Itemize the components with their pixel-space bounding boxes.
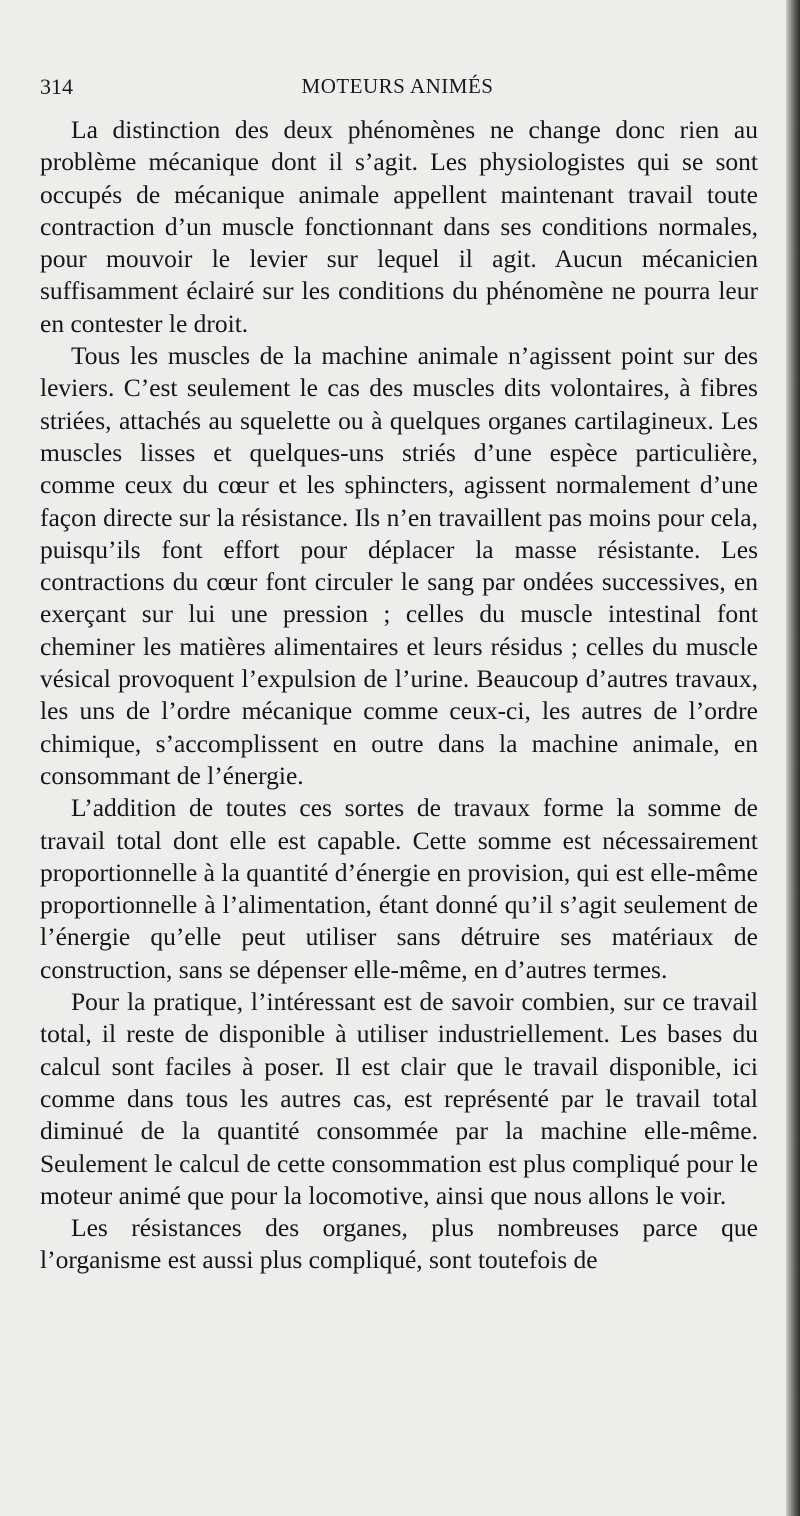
page-number: 314 <box>40 74 73 99</box>
paragraph-5: Les résistances des organes, plus nombreuses parce que l’organisme est aussi plus compliqué, sont toutefois de <box>40 1213 758 1275</box>
paragraph-2: Tous les muscles de la machine animale n’agissent point sur des leviers. C’est seulement le cas des muscles dits volontaires, à fibres striées, attachés au squelette ou à quelques organes cartilagineux. Les muscles lisses et quelques-uns striés d’une espèce particulière, comme ceux du cœur et les sphincters, agissent normalement d’une façon directe sur la résistance. Ils n’en travaillent pas moins pour cela, puisqu’ils font effort pour déplacer la masse résistante. Les contractions du cœur font circuler le sang par ondées successives, en exerçant sur lui une pression ; celles du muscle intestinal font cheminer les matières alimentaires et leurs résidus ; celles du muscle vésical provoquent l’expulsion de l’urine. Beaucoup d’autres travaux, les uns de l’ordre mécanique comme ceux-ci, les autres de l’ordre chimique, s’accomplissent en outre dans la machine animale, en consommant de l’énergie. <box>40 341 758 790</box>
paragraph-3: L’addition de toutes ces sortes de travaux forme la somme de travail total dont elle est capable. Cette somme est nécessairement proportionnelle à la quantité d’énergie en provision, qui est elle-même proportionnelle à l’alimentation, étant donné qu’il s’agit seulement de l’énergie qu’elle peut utiliser sans détruire ses matériaux de construction, sans se dépenser elle-même, en d’autres termes. <box>40 793 758 984</box>
body-text <box>40 114 758 1277</box>
paragraph-4: Pour la pratique, l’intéressant est de savoir combien, sur ce travail total, il reste de disponible à utiliser industriellement. Les bases du calcul sont faciles à poser. Il est clair que le travail disponible, ici comme dans tous les autres cas, est représenté par le travail total diminué de la quantité consommée par la machine elle-même. Seulement le calcul de cette consommation est plus compliqué pour le moteur animé que pour la locomotive, ainsi que nous allons le voir. <box>40 987 758 1210</box>
page-header <box>40 70 755 104</box>
paragraph-1: La distinction des deux phénomènes ne change donc rien au problème mécanique dont il s’agit. Les physiologistes qui se sont occupés de mécanique animale appellent maintenant travail toute contraction d’un muscle fonctionnant dans ses conditions normales, pour mouvoir le levier sur lequel il agit. Aucun mécanicien suffisamment éclairé sur les conditions du phénomène ne pourra leur en contester le droit. <box>40 115 758 338</box>
book-spine-shadow <box>786 0 800 1516</box>
running-title: MOTEURS ANIMÉS <box>301 74 494 98</box>
